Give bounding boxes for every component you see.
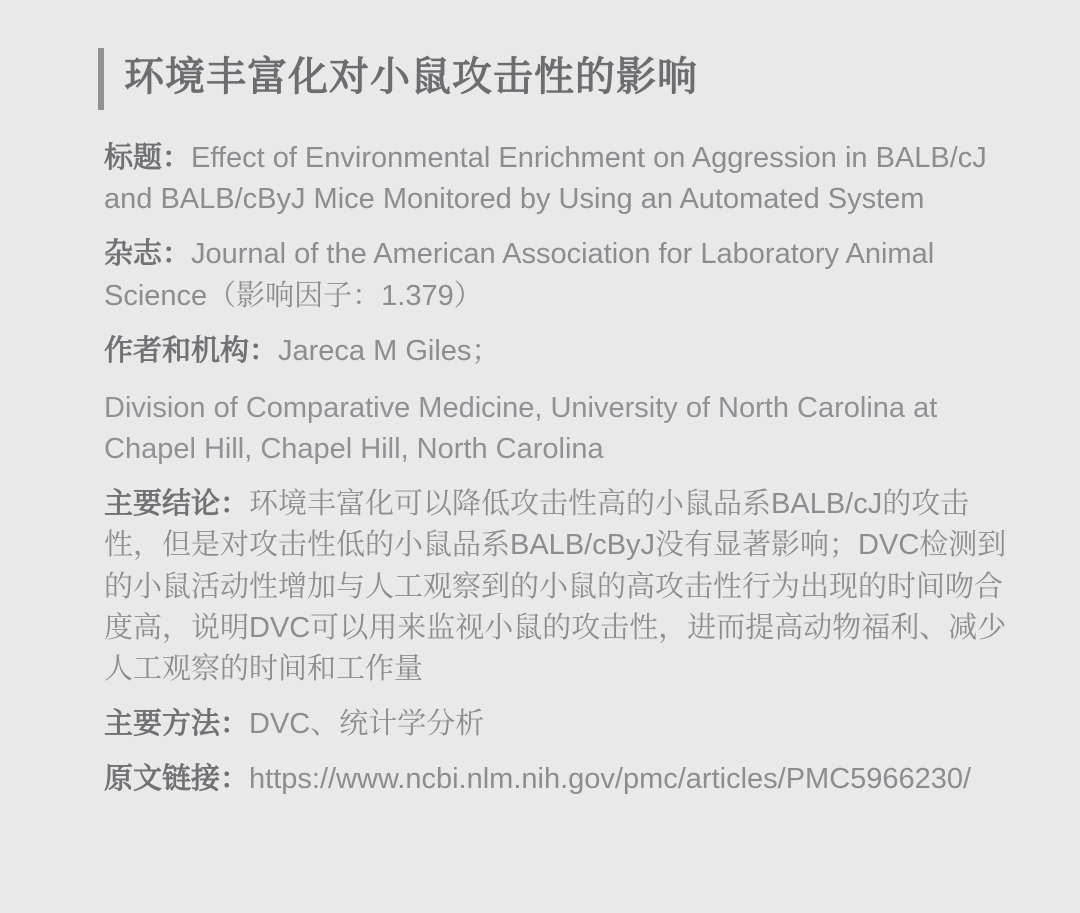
field-title-value: Effect of Environmental Enrichment on Aggression in BALB/cJ and BALB/cByJ Mice Monitored by Using an Automated System: [104, 142, 987, 216]
field-methods: [104, 704, 1014, 745]
article-fields: [36, 138, 1044, 800]
field-conclusion-value: 环境丰富化可以降低攻击性高的小鼠品系BALB/cJ的攻击性，但是对攻击性低的小鼠品系BALB/cByJ没有显著影响；DVC检测到的小鼠活动性增加与人工观察到的小鼠的高攻击性行为出现的时间吻合度高，说明DVC可以用来监视小鼠的攻击性，进而提高动物福利、减少人工观察的时间和工作量: [104, 488, 1007, 685]
field-link-value[interactable]: https://www.ncbi.nlm.nih.gov/pmc/articles/PMC5966230/: [249, 763, 972, 796]
field-title-label: 标题：: [104, 142, 192, 174]
field-authors-label: 作者和机构：: [104, 334, 279, 367]
field-conclusion-label: 主要结论：: [104, 488, 250, 521]
field-link: [104, 759, 1014, 800]
page-title-row: [36, 42, 1044, 112]
field-journal: [104, 234, 1014, 316]
title-accent-bar: [98, 48, 104, 110]
field-title: [104, 138, 1014, 220]
field-journal-label: 杂志：: [104, 238, 192, 271]
field-conclusion: [104, 484, 1014, 690]
field-link-label: 原文链接：: [104, 763, 250, 796]
field-authors-value: Jareca M Giles；: [278, 334, 501, 367]
field-methods-label: 主要方法：: [104, 708, 250, 741]
field-authors: [104, 331, 1014, 372]
field-methods-value: DVC、统计学分析: [249, 708, 485, 741]
field-journal-value: Journal of the American Association for Laboratory Animal Science（影响因子：1.379）: [104, 238, 935, 312]
field-affiliation: Division of Comparative Medicine, University of North Carolina at Chapel Hill, Chapel Hill, North Carolina: [104, 391, 938, 466]
page-title: 环境丰富化对小鼠攻击性的影响: [124, 55, 698, 99]
